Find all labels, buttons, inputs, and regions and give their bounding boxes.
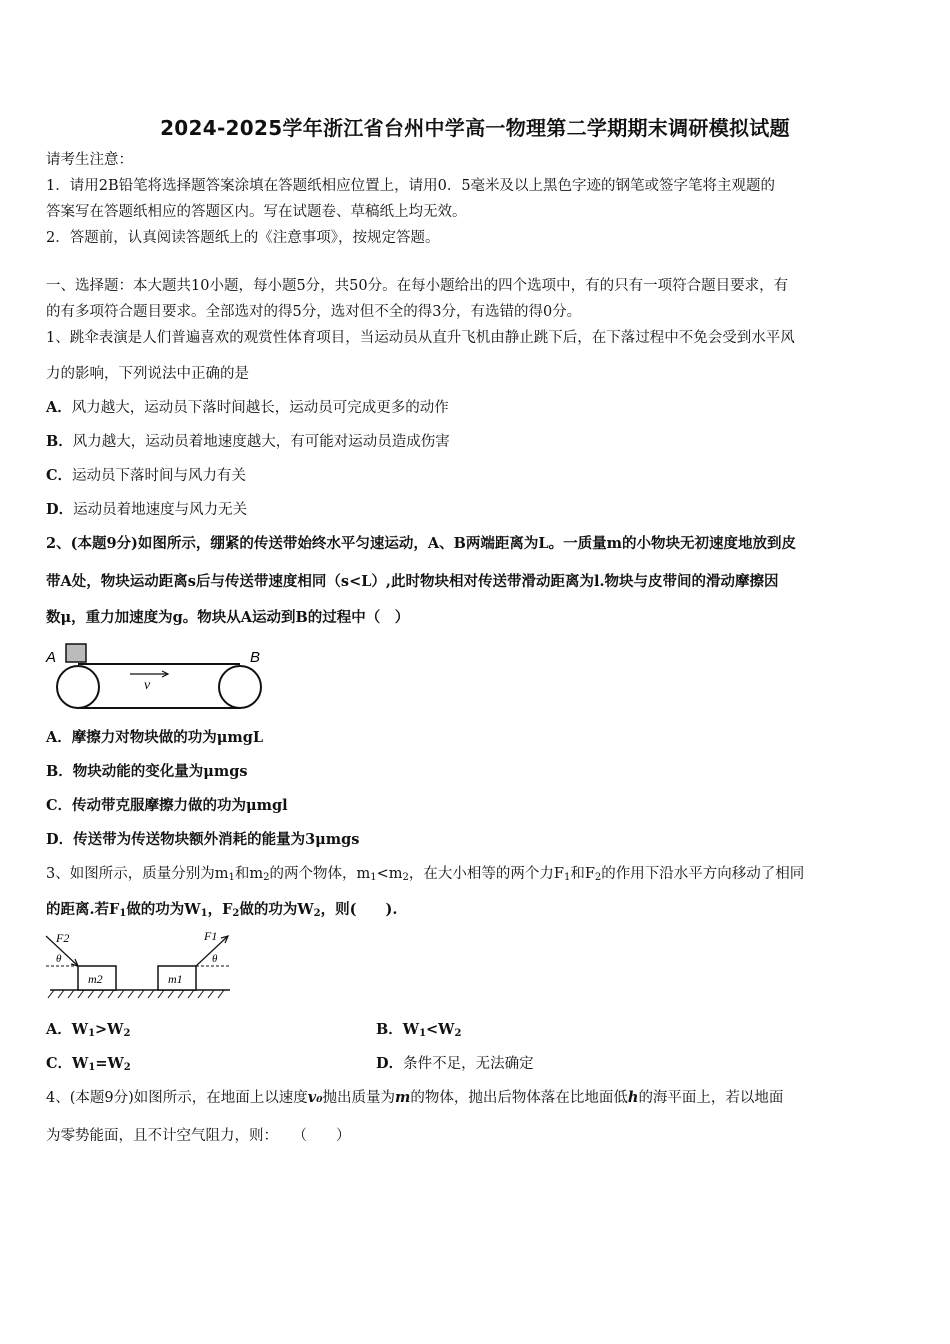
two-blocks-figure [44, 928, 234, 1002]
section1-line2: 的有多项符合题目要求。全部选对的得5分，选对但不全的得3分，有选错的得0分。 [46, 304, 582, 320]
q4-stem-line1: 4、(本题9分)如图所示，在地面上以速度v₀抛出质量为m的物体，抛出后物体落在比地面低h的海平面上，若以地面 [46, 1089, 784, 1106]
label-b: B [250, 649, 261, 666]
q2-option-a: A．摩擦力对物块做的功为μmgL [46, 729, 264, 746]
notice-item-1b: 答案写在答题纸相应的答题区内。写在试题卷、草稿纸上均无效。 [46, 204, 467, 220]
notice-heading: 请考生注意： [46, 152, 133, 168]
label-theta-left: θ [56, 953, 62, 965]
label-m2: m2 [88, 972, 103, 986]
label-theta-right: θ [212, 953, 218, 965]
q2-stem-line1: 2、(本题9分)如图所示，绷紧的传送带始终水平匀速运动，A、B两端距离为L。一质量m的小物块无初速度地放到皮 [46, 535, 796, 552]
q4-stem-line2: 为零势能面，且不计空气阻力，则： （ ） [46, 1128, 351, 1144]
q2-option-c: C．传动带克服摩擦力做的功为μmgl [46, 797, 288, 814]
block [66, 644, 86, 662]
q1-option-a: A．风力越大，运动员下落时间越长，运动员可完成更多的动作 [46, 399, 449, 416]
page-title: 2024-2025学年浙江省台州中学高一物理第二学期期末调研模拟试题 [160, 116, 790, 140]
ground-hatch [48, 990, 224, 998]
q3-option-d: D．条件不足，无法确定 [376, 1055, 534, 1072]
left-pulley [57, 666, 99, 708]
q3-stem-line2: 的距离.若$F_1$做的功为$W_1$，$F_2$做的功为$W_2$，则( ). [46, 901, 398, 919]
notice-item-1a: 1．请用2B铅笔将选择题答案涂填在答题纸相应位置上，请用0．5毫米及以上黑色字迹的钢笔或签字笔将主观题的 [46, 178, 776, 194]
label-f1: F1 [204, 929, 218, 943]
right-pulley [219, 666, 261, 708]
label-m1: m1 [168, 972, 183, 986]
q2-option-d: D．传送带为传送物块额外消耗的能量为3μmgs [46, 831, 360, 848]
q3-stem-line1: 3、如图所示，质量分别为$m_1$和$m_2$的两个物体，$m_1<m_2$，在大小相等的两个力$F_1$和$F_2$的作用下沿水平方向移动了相同 [46, 866, 805, 883]
q1-option-d: D．运动员着地速度与风力无关 [46, 501, 248, 518]
notice-item-2: 2．答题前，认真阅读答题纸上的《注意事项》，按规定答题。 [46, 230, 440, 246]
label-a: A [46, 649, 57, 666]
label-f2: F2 [56, 931, 70, 945]
label-v: v [144, 678, 151, 693]
q1-stem-line1: 1、跳伞表演是人们普遍喜欢的观赏性体育项目，当运动员从直升飞机由静止跳下后，在下落过程中不免会受到水平风 [46, 330, 795, 346]
conveyor-belt-figure [44, 640, 266, 712]
q2-stem-line3: 数μ，重力加速度为g。物块从A运动到B的过程中（ ） [46, 609, 410, 626]
q1-option-b: B．风力越大，运动员着地速度越大，有可能对运动员造成伤害 [46, 433, 450, 450]
q3-option-b: B．$W_1<W_2$ [376, 1021, 462, 1039]
q1-stem-line2: 力的影响，下列说法中正确的是 [46, 366, 249, 382]
q2-stem-line2: 带A处，物块运动距离s后与传送带速度相同（s<L）,此时物块相对传送带滑动距离为l.物块与皮带间的滑动摩擦因 [46, 573, 779, 590]
q2-option-b: B．物块动能的变化量为μmgs [46, 763, 248, 780]
q3-option-a: A．$W_1>W_2$ [46, 1021, 131, 1039]
section1-line1: 一、选择题：本大题共10小题，每小题5分，共50分。在每小题给出的四个选项中，有的只有一项符合题目要求，有 [46, 278, 789, 294]
q1-option-c: C．运动员下落时间与风力有关 [46, 467, 247, 484]
q3-option-c: C．$W_1=W_2$ [46, 1055, 131, 1073]
